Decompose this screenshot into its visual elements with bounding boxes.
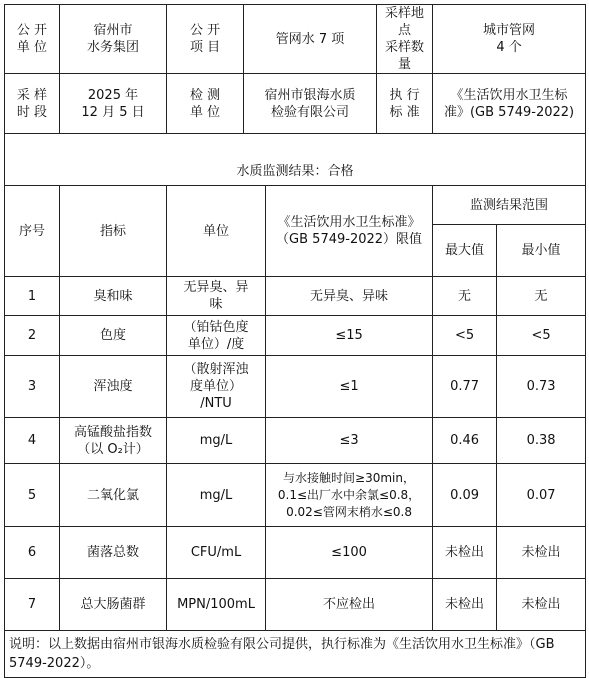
row-max: 0.09 [433, 464, 497, 527]
row-unit: CFU/mL [167, 527, 266, 579]
row-min: 未检出 [497, 579, 586, 631]
row-max: 0.77 [433, 356, 497, 418]
col-max: 最大值 [433, 225, 497, 277]
sampling-value: 城市管网 4 个 [433, 5, 586, 74]
row-limit: ≤1 [266, 356, 433, 418]
col-unit: 单位 [167, 186, 266, 277]
col-limit: 《生活饮用水卫生标准》 （GB 5749-2022）限值 [266, 186, 433, 277]
row-limit: 无异臭、异味 [266, 277, 433, 316]
table-row [5, 418, 586, 464]
table-row [5, 316, 586, 356]
row-min: 0.73 [497, 356, 586, 418]
row-indicator: 总大肠菌群 [60, 579, 167, 631]
row-unit: mg/L [167, 464, 266, 527]
row-max: 0.46 [433, 418, 497, 464]
note-row [5, 631, 586, 678]
row-limit: ≤3 [266, 418, 433, 464]
row-min: 无 [497, 277, 586, 316]
table-row [5, 356, 586, 418]
row-unit: MPN/100mL [167, 579, 266, 631]
row-no: 3 [5, 356, 60, 418]
row-no: 5 [5, 464, 60, 527]
table-row [5, 527, 586, 579]
row-max: 未检出 [433, 579, 497, 631]
note-cell: 说明：以上数据由宿州市银海水质检验有限公司提供，执行标准为《生活饮用水卫生标准》（GB 5749-2022）。 [5, 631, 586, 678]
row-indicator: 二氧化氯 [60, 464, 167, 527]
header-row-1 [5, 5, 586, 74]
row-max: 无 [433, 277, 497, 316]
row-unit: mg/L [167, 418, 266, 464]
row-no: 4 [5, 418, 60, 464]
row-limit: ≤100 [266, 527, 433, 579]
row-no: 1 [5, 277, 60, 316]
row-limit: 不应检出 [266, 579, 433, 631]
table-row [5, 579, 586, 631]
row-unit: 无异臭、异 味 [167, 277, 266, 316]
table-row [5, 277, 586, 316]
spacer-row [5, 134, 586, 158]
sampling-label: 采样地点 采样数量 [377, 5, 433, 74]
col-min: 最小值 [497, 225, 586, 277]
row-indicator: 色度 [60, 316, 167, 356]
row-min: 0.07 [497, 464, 586, 527]
row-unit: （散射浑浊 度单位） /NTU [167, 356, 266, 418]
row-indicator: 菌落总数 [60, 527, 167, 579]
table-row [5, 464, 586, 527]
row-indicator: 臭和味 [60, 277, 167, 316]
spacer-cell [5, 134, 586, 158]
column-header-row-1 [5, 186, 586, 225]
lab-value: 宿州市银海水质 检验有限公司 [244, 74, 377, 134]
item-label: 公 开 项 目 [167, 5, 244, 74]
header-row-2 [5, 74, 586, 134]
row-no: 7 [5, 579, 60, 631]
publisher-value: 宿州市 水务集团 [60, 5, 167, 74]
row-max: 未检出 [433, 527, 497, 579]
standard-label: 执 行 标 准 [377, 74, 433, 134]
water-quality-table [4, 4, 586, 678]
row-unit: （铂钴色度 单位）/度 [167, 316, 266, 356]
col-range: 监测结果范围 [433, 186, 586, 225]
row-no: 6 [5, 527, 60, 579]
row-min: 0.38 [497, 418, 586, 464]
col-no: 序号 [5, 186, 60, 277]
publisher-label: 公 开 单 位 [5, 5, 60, 74]
row-min: 未检出 [497, 527, 586, 579]
time-value: 2025 年 12 月 5 日 [60, 74, 167, 134]
row-limit: 与水接触时间≥30min， 0.1≤出厂水中余氯≤0.8， 0.02≤管网末梢水≤0.8 [266, 464, 433, 527]
result-cell: 水质监测结果：合格 [5, 158, 586, 186]
row-indicator: 高锰酸盐指数 （以 O₂计） [60, 418, 167, 464]
row-indicator: 浑浊度 [60, 356, 167, 418]
result-row [5, 158, 586, 186]
row-no: 2 [5, 316, 60, 356]
row-min: <5 [497, 316, 586, 356]
item-value: 管网水 7 项 [244, 5, 377, 74]
standard-value: 《生活饮用水卫生标 准》(GB 5749-2022) [433, 74, 586, 134]
row-limit: ≤15 [266, 316, 433, 356]
time-label: 采 样 时 段 [5, 74, 60, 134]
lab-label: 检 测 单 位 [167, 74, 244, 134]
col-indicator: 指标 [60, 186, 167, 277]
row-max: <5 [433, 316, 497, 356]
